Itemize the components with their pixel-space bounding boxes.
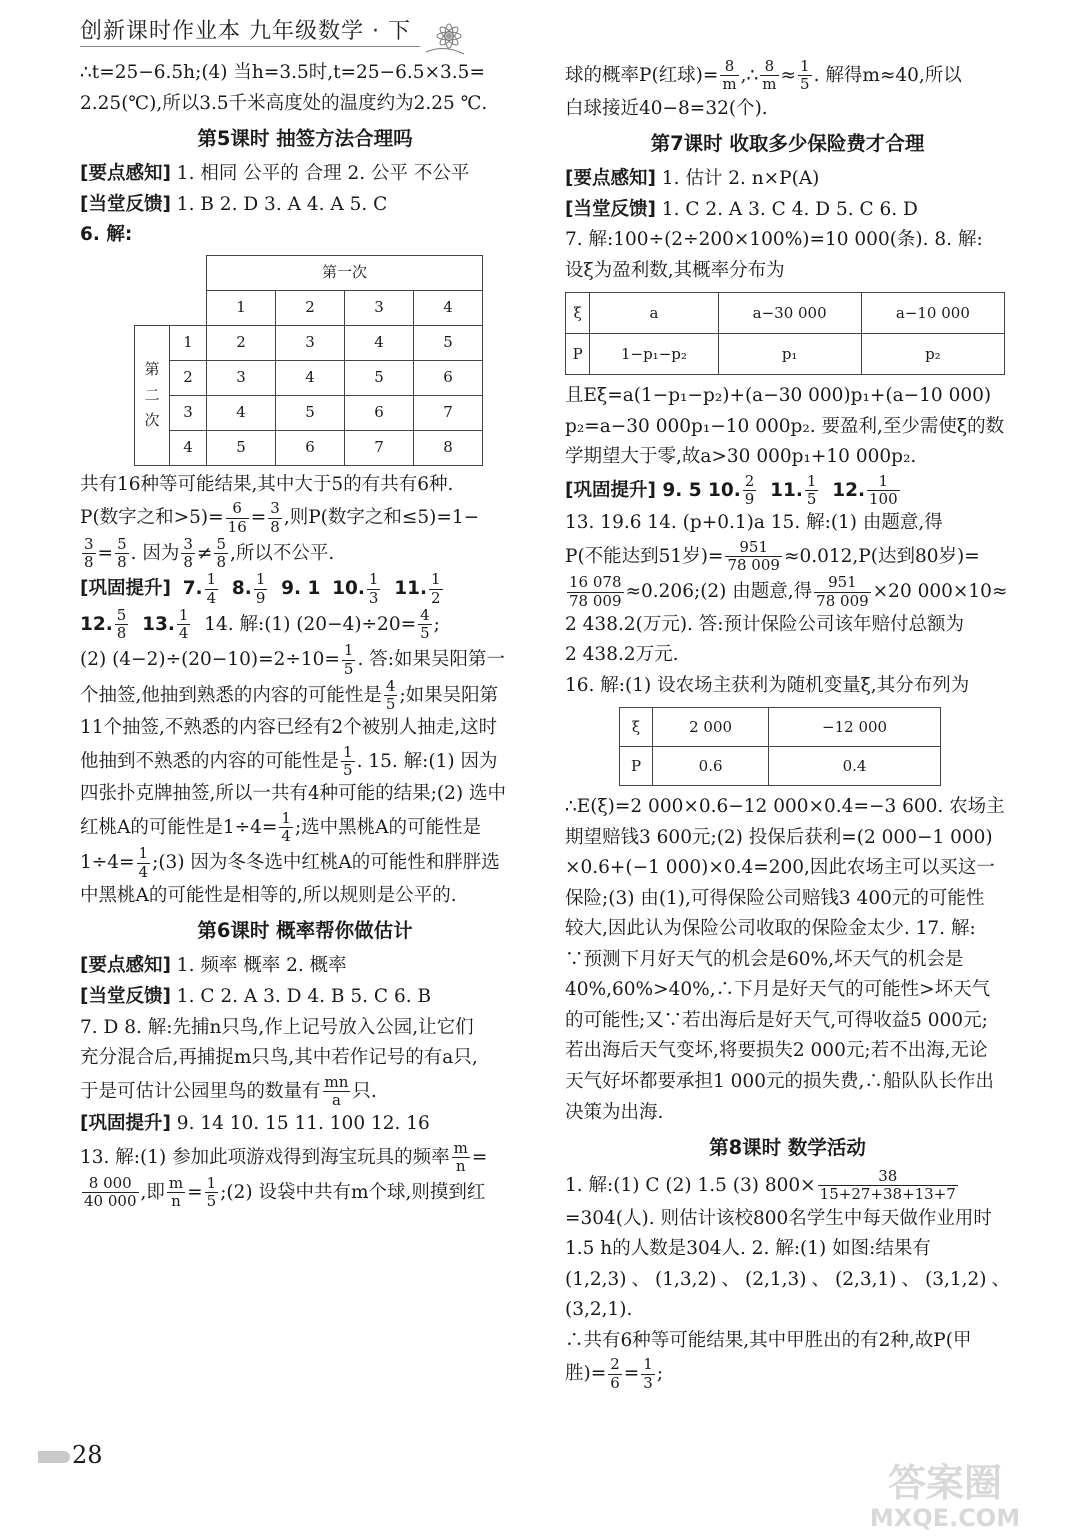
text-line: p₂=a−30 000p₁−10 000p₂. 要盈利,至少需使ξ的数 — [565, 415, 1005, 437]
text-line: ∴共有6种等可能结果,其中甲胜出的有2种,故P(甲 — [565, 1329, 972, 1351]
fraction: $\frac{8}{m}$ — [722, 57, 737, 94]
text-line: [当堂反馈] 1. C 2. A 3. D 4. B 5. C 6. B — [80, 986, 432, 1007]
table-cell: p₁ — [718, 334, 861, 375]
section-tag: [巩固提升] — [565, 479, 656, 501]
text-line: 的可能性;又∵若出海后是好天气,可得收益5 000元; — [565, 1009, 988, 1031]
table-cell: 0.4 — [769, 747, 941, 786]
text-line: 期望赔钱3 600元;(2) 投保后获利=(2 000−1 000) — [565, 826, 993, 848]
text-line: [要点感知] 1. 估计 2. n×P(A) — [565, 168, 820, 190]
text-line: 天气好坏都要承担1 000元的损失费,∴船队队长作出 — [565, 1071, 994, 1092]
fraction: $\frac{5}{8}$ — [216, 534, 226, 572]
text-line: ×0.6+(−1 000)×0.4=200,因此农场主可以买这一 — [565, 857, 995, 879]
watermark-logo — [845, 1456, 1045, 1532]
table-header: 第一次 — [207, 255, 483, 290]
text-line — [80, 190, 530, 221]
fraction: $\frac{1}{5}$ — [206, 1174, 217, 1211]
text-line: 决策为出海. — [565, 1101, 664, 1123]
table-cell: 3 — [207, 360, 276, 395]
text-line: 红桃A的可能性是1÷4= $\frac{1}{4}$ ;选中黑桃A的可能性是 — [80, 808, 482, 846]
text-line: 设ξ为盈利数,其概率分布为 — [565, 259, 785, 281]
page-number-tab — [38, 1451, 70, 1463]
fraction: $\frac{1}{5}$ — [800, 57, 810, 94]
table-side-label — [135, 325, 170, 465]
fraction: $\frac{2}{6}$ — [610, 1355, 620, 1392]
fraction: $\frac{3}{8}$ — [270, 499, 280, 536]
fraction: $\frac{1}{100}$ — [868, 471, 898, 509]
fraction: $\frac{38}{15+27+38+13+7}$ — [819, 1167, 956, 1204]
fraction: $\frac{4}{5}$ — [385, 676, 396, 714]
table-cell: 6 — [276, 430, 345, 465]
fraction: $\frac{mn}{a}$ — [324, 1072, 349, 1109]
fraction: $\frac{6}{16}$ — [227, 499, 247, 536]
section-tag: [当堂反馈] — [80, 986, 171, 1007]
side-char: 二 — [144, 385, 160, 404]
table-cell: 6 — [345, 395, 414, 430]
text-line: 7. 解:100÷(2÷200×100%)=10 000(条). 8. 解: — [565, 229, 983, 251]
fraction: $\frac{3}{8}$ — [183, 534, 193, 572]
text-line: 四张扑克牌抽签,所以一共有4种可能的结果;(2) 选中 — [80, 783, 506, 805]
header-title: 创新课时作业本 九年级数学 · 下 — [80, 19, 411, 44]
text-line: 胜)= $\frac{2}{6}$ = $\frac{1}{3}$ ; — [565, 1355, 664, 1392]
text-line: (2) (4−2)÷(20−10)=2÷10= $\frac{1}{5}$ . 答:如果吴阳第一 — [80, 641, 505, 678]
fraction: $\frac{1}{2}$ — [430, 570, 441, 607]
table-cell: 4 — [276, 360, 345, 395]
text-line: 13. 解:(1) 参加此项游戏得到海宝玩具的频率 $\frac{m}{n}$ = — [80, 1138, 488, 1175]
table-cell: 1−p₁−p₂ — [590, 334, 718, 375]
fraction: $\frac{1}{9}$ — [255, 570, 266, 607]
text-line: [要点感知] 1. 频率 概率 2. 概率 — [80, 955, 347, 977]
text-line: =304(人). 则估计该校800名学生中每天做作业用时 — [565, 1207, 992, 1229]
text-line: 16. 解:(1) 设农场主获利为随机变量ξ,其分布列为 — [565, 674, 970, 696]
section-tag: [巩固提升] — [80, 1113, 171, 1135]
text-line: 且Eξ=a(1−p₁−p₂)+(a−30 000)p₁+(a−10 000) — [565, 385, 992, 407]
table-cell: 2 — [170, 360, 207, 395]
table-cell: 4 — [414, 290, 483, 325]
fraction: $\frac{8 000}{40 000}$ — [84, 1174, 137, 1211]
table-corner — [135, 255, 207, 325]
text-line: 共有16种等可能结果,其中大于5的有共有6种. — [80, 473, 454, 495]
table-cell: 1 — [207, 290, 276, 325]
table-cell: a — [590, 293, 718, 334]
text-line: ∴E(ξ)=2 000×0.6−12 000×0.4=−3 600. 农场主 — [565, 796, 1005, 818]
section-tag: [巩固提升] — [80, 578, 171, 600]
text-line: $\frac{8 000}{40 000}$ ,即 $\frac{m}{n}$ = $\frac{1}{5}$ ;(2) 设袋中共有m个球,则摸到红 — [84, 1174, 486, 1211]
fraction: $\frac{2}{9}$ — [744, 471, 755, 509]
fraction: $\frac{1}{4}$ — [281, 808, 291, 846]
text-line: ∴t=25−6.5h;(4) 当h=3.5时,t=25−6.5×3.5= — [80, 62, 485, 83]
fraction: $\frac{951}{78 009}$ — [727, 537, 780, 575]
text-line: 2 438.2(万元). 答:预计保险公司该年赔付总额为 — [565, 613, 965, 635]
text-line: 13. 19.6 14. (p+0.1)a 15. 解:(1) 由题意,得 — [565, 512, 943, 534]
section-tag: [要点感知] — [565, 168, 656, 190]
right-column — [565, 58, 1010, 1392]
table-cell: 2 — [207, 325, 276, 360]
text-line: 球的概率P(红球)= $\frac{8}{m}$ ,∴ $\frac{8}{m}$ ≈ $\frac{1}{5}$ . 解得m≈40,所以 — [565, 57, 962, 94]
text-line: ∵预测下月好天气的机会是60%,坏天气的机会是 — [565, 948, 964, 970]
text-line: P(不能达到51岁)= $\frac{951}{78 009}$ ≈0.012,P(达到80岁)= — [565, 537, 980, 575]
table-cell: ξ — [566, 293, 590, 334]
text-line: $\frac{16 078}{78 009}$ ≈0.206;(2) 由题意,得 $\frac{951}{78 009}$ ×20 000×10≈ — [569, 573, 1008, 610]
table-cell: 6 — [414, 360, 483, 395]
section-heading: 第5课时 抽签方法合理吗 — [197, 127, 413, 151]
table-cell: 5 — [345, 360, 414, 395]
text-line: (1,2,3)、(1,3,2)、(2,1,3)、(2,3,1)、(3,1,2)、(3,2,1). — [565, 1268, 1010, 1321]
answer-text: 1. 相同 公平的 合理 2. 公平 不公平 — [170, 163, 470, 185]
section-heading: 第6课时 概率帮你做估计 — [197, 919, 413, 943]
text-line: 白球接近40−8=32(个). — [565, 97, 768, 119]
table-cell: 4 — [345, 325, 414, 360]
table-cell: 1 — [170, 325, 207, 360]
fraction: $\frac{3}{8}$ — [84, 534, 94, 572]
text-line: 较大,因此认为保险公司收取的保险金太少. 17. 解: — [565, 918, 976, 940]
text-line: 1÷4= $\frac{1}{4}$ ;(3) 因为冬冬选中红桃A的可能性和胖胖选 — [80, 844, 500, 881]
table-cell: 0.6 — [653, 747, 769, 786]
table-cell: P — [620, 747, 653, 786]
answer-text: 1. B 2. D 3. A 4. A 5. C — [170, 193, 388, 215]
text-line: 他抽到不熟悉的内容的可能性是 $\frac{1}{5}$ . 15. 解:(1) 因为 — [80, 742, 498, 780]
text: . 因为 — [130, 542, 180, 564]
fraction: $\frac{1}{5}$ — [343, 641, 354, 678]
fraction: $\frac{1}{4}$ — [206, 570, 217, 607]
text-line: 12. $\frac{5}{8}$ 13. $\frac{1}{4}$ 14. 解:(1) (20−4)÷20= $\frac{4}{5}$ ; — [80, 605, 440, 643]
text-line: 充分混合后,再捕捉m只鸟,其中若作记号的有a只, — [80, 1047, 478, 1069]
text-line: [巩固提升] 9. 14 10. 15 11. 100 12. 16 — [80, 1113, 430, 1135]
fraction: $\frac{5}{8}$ — [117, 534, 127, 572]
section-tag: [当堂反馈] — [565, 198, 656, 220]
text-line: 学期望大于零,故a>30 000p₁+10 000p₂. — [565, 446, 917, 468]
fraction: $\frac{5}{8}$ — [116, 605, 127, 643]
header-rule — [80, 46, 420, 47]
table-cell: −12 000 — [769, 708, 941, 747]
farm-distribution-table — [619, 707, 941, 786]
table-cell: 5 — [276, 395, 345, 430]
text-line: 个抽签,他抽到熟悉的内容的可能性是 $\frac{4}{5}$ ;如果吴阳第 — [80, 676, 499, 714]
table-cell: 2 — [276, 290, 345, 325]
table-cell: 7 — [414, 395, 483, 430]
side-char: 第 — [144, 360, 160, 378]
table-cell: a−30 000 — [718, 293, 861, 334]
fraction: $\frac{16 078}{78 009}$ — [569, 573, 622, 610]
section-tag: [要点感知] — [80, 955, 171, 977]
text-line: [巩固提升] 9. 5 10. $\frac{2}{9}$ 11. $\frac{1}{5}$ 12. $\frac{1}{100}$ — [565, 471, 898, 509]
table-cell: ξ — [620, 708, 653, 747]
table-cell: 5 — [414, 325, 483, 360]
table-cell: a−10 000 — [861, 293, 1004, 334]
watermark-line1: 答案圈 — [887, 1461, 1003, 1505]
text-line: 2 438.2万元. — [565, 644, 679, 666]
text-line: 2.25(℃),所以3.5千米高度处的温度约为2.25 ℃. — [80, 92, 488, 114]
text: P(数字之和>5)= — [80, 507, 224, 529]
section-tag: [要点感知] — [80, 163, 171, 185]
text-line: 7. D 8. 解:先捕n只鸟,作上记号放入公园,让它们 — [80, 1016, 474, 1038]
fraction: $\frac{8}{m}$ — [762, 57, 777, 94]
text: ,则P(数字之和≤5)=1− — [283, 507, 480, 529]
side-char: 次 — [144, 411, 160, 429]
text-line: [当堂反馈] 1. C 2. A 3. C 4. D 5. C 6. D — [565, 198, 918, 220]
table-cell: 7 — [345, 430, 414, 465]
text-line: [巩固提升] 7. $\frac{1}{4}$ 8. $\frac{1}{9}$ 9. 1 10. $\frac{1}{3}$ 11. $\frac{1}{2}$ — [80, 570, 441, 607]
table-cell: 3 — [345, 290, 414, 325]
text-line — [80, 159, 530, 190]
text: ≠ — [196, 542, 213, 564]
section-heading: 第7课时 收取多少保险费才合理 — [650, 132, 925, 156]
page-number: 28 — [72, 1441, 103, 1469]
fraction: $\frac{1}{3}$ — [368, 570, 379, 607]
table-cell: 4 — [207, 395, 276, 430]
table-cell: 2 000 — [653, 708, 769, 747]
flower-icon — [424, 18, 474, 58]
fraction: $\frac{1}{3}$ — [643, 1355, 653, 1392]
table-cell: p₂ — [861, 334, 1004, 375]
text-line: 40%,60%>40%,∴下月是好天气的可能性>坏天气 — [565, 979, 991, 1001]
fraction: $\frac{1}{5}$ — [343, 742, 353, 780]
text-line: P(数字之和>5)= $\frac{6}{16}$ = $\frac{3}{8}$ ,则P(数字之和≤5)=1− — [80, 499, 480, 536]
watermark-line2: MXQE.COM — [869, 1504, 1021, 1532]
table-cell: P — [566, 334, 590, 375]
fraction: $\frac{m}{n}$ — [453, 1138, 468, 1175]
fraction: $\frac{951}{78 009}$ — [816, 573, 869, 610]
profit-distribution-table — [565, 292, 1005, 375]
table-cell: 8 — [414, 430, 483, 465]
text-line: 1. 解:(1) C (2) 1.5 (3) 800× $\frac{38}{15+27+38+13+7}$ — [565, 1167, 956, 1204]
section-heading: 第8课时 数学活动 — [709, 1136, 866, 1160]
table-cell: 3 — [170, 395, 207, 430]
table-cell: 3 — [276, 325, 345, 360]
text-line: 保险;(3) 由(1),可得保险公司赔钱3 400元的可能性 — [565, 887, 985, 909]
fraction: $\frac{1}{4}$ — [178, 605, 189, 643]
sum-table — [134, 255, 483, 466]
text-line: 于是可估计公园里鸟的数量有 $\frac{mn}{a}$ 只. — [80, 1072, 377, 1109]
fraction: $\frac{m}{n}$ — [168, 1174, 184, 1211]
text-line: 6. 解: — [80, 224, 133, 246]
section-tag: [当堂反馈] — [80, 193, 171, 215]
text-line: 11个抽签,不熟悉的内容已经有2个被别人抽走,这时 — [80, 717, 498, 739]
text-line: 若出海后天气变坏,将要损失2 000元;若不出海,无论 — [565, 1040, 988, 1062]
table-cell: 4 — [170, 430, 207, 465]
text-line: $\frac{3}{8}$ = $\frac{5}{8}$ . 因为 $\frac{3}{8}$ ≠ $\frac{5}{8}$ ,所以不公平. — [84, 534, 335, 572]
fraction: $\frac{1}{4}$ — [138, 844, 149, 881]
text: ,所以不公平. — [229, 542, 335, 564]
text-line: 中黑桃A的可能性是相等的,所以规则是公平的. — [80, 884, 457, 906]
table-cell: 5 — [207, 430, 276, 465]
fraction: $\frac{1}{5}$ — [806, 471, 817, 509]
left-column — [80, 58, 530, 1211]
text-line: 1.5 h的人数是304人. 2. 解:(1) 如图:结果有 — [565, 1238, 931, 1260]
fraction: $\frac{4}{5}$ — [420, 605, 430, 643]
